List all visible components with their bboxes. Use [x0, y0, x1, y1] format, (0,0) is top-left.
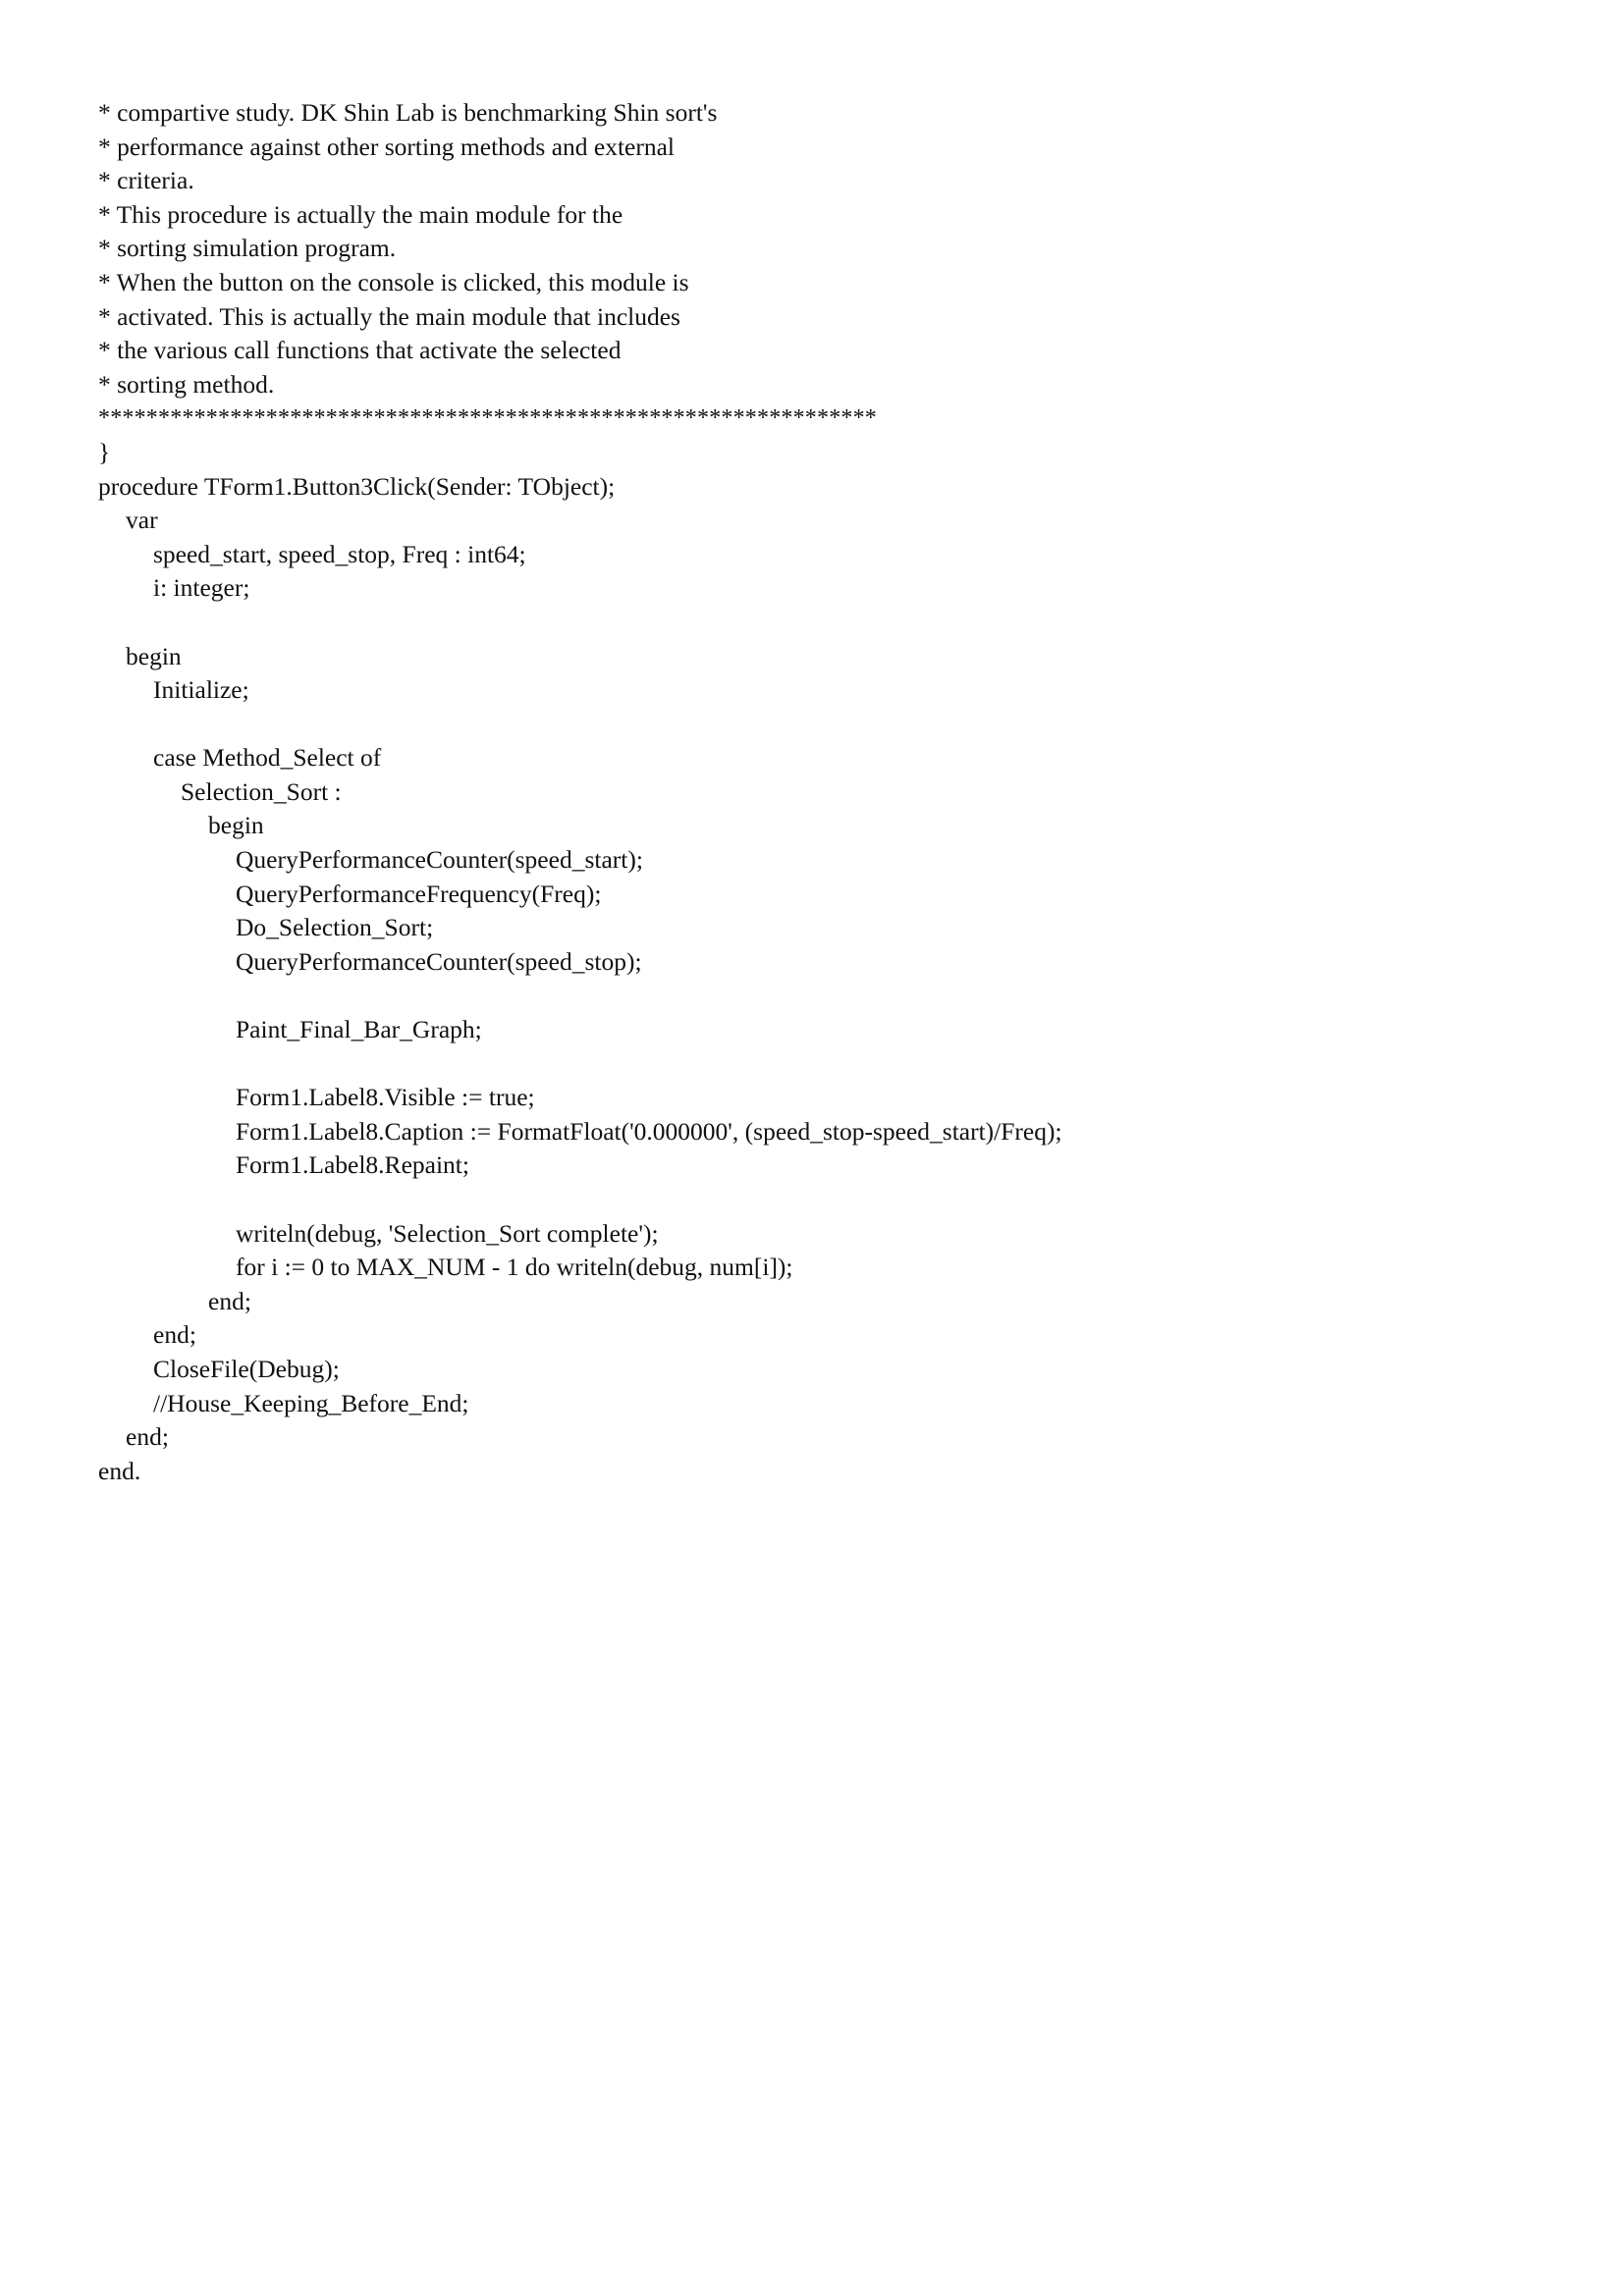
end-inner: end;: [208, 1286, 251, 1315]
code-statement: QueryPerformanceFrequency(Freq);: [236, 879, 602, 908]
code-statement: Form1.Label8.Visible := true;: [236, 1083, 535, 1112]
code-statement: Do_Selection_Sort;: [236, 913, 434, 942]
blank-line: [98, 606, 1062, 640]
comment-line: * sorting simulation program.: [98, 234, 397, 263]
code-statement: writeln(debug, 'Selection_Sort complete');: [236, 1218, 659, 1248]
comment-line: * the various call functions that activate the selected: [98, 336, 622, 365]
begin-inner: begin: [208, 811, 264, 840]
blank-line: [98, 979, 1062, 1013]
code-listing: [98, 96, 1062, 1488]
end-case: end;: [153, 1320, 196, 1350]
blank-line: [98, 1183, 1062, 1217]
initialize-call: Initialize;: [153, 675, 249, 705]
comment-line: * compartive study. DK Shin Lab is benchmarking Shin sort's: [98, 98, 718, 127]
code-statement: Form1.Label8.Repaint;: [236, 1150, 469, 1180]
code-statement: Paint_Final_Bar_Graph;: [236, 1015, 482, 1044]
code-statement: QueryPerformanceCounter(speed_start);: [236, 845, 643, 875]
blank-line: [98, 1047, 1062, 1082]
code-comment: //House_Keeping_Before_End;: [153, 1388, 469, 1417]
comment-star-divider: *****************************************************************: [98, 405, 877, 432]
code-statement: CloseFile(Debug);: [153, 1354, 340, 1383]
case-statement: case Method_Select of: [153, 743, 382, 773]
var-declaration: speed_start, speed_stop, Freq : int64;: [153, 539, 526, 568]
comment-line: * criteria.: [98, 166, 194, 195]
end-outer: end;: [126, 1422, 169, 1452]
var-keyword: var: [126, 506, 158, 535]
end-final: end.: [98, 1456, 141, 1485]
comment-line: * sorting method.: [98, 369, 275, 399]
code-statement: for i := 0 to MAX_NUM - 1 do writeln(debug, num[i]);: [236, 1253, 793, 1282]
comment-line: * performance against other sorting methods and external: [98, 132, 676, 161]
var-declaration: i: integer;: [153, 573, 250, 603]
comment-close-brace: }: [98, 437, 111, 466]
comment-line: * activated. This is actually the main module that includes: [98, 301, 680, 331]
begin-outer: begin: [126, 641, 182, 670]
case-label: Selection_Sort :: [181, 776, 342, 806]
code-statement: Form1.Label8.Caption := FormatFloat('0.000000', (speed_stop-speed_start)/Freq);: [236, 1116, 1062, 1146]
procedure-header: procedure TForm1.Button3Click(Sender: TObject);: [98, 471, 616, 501]
comment-line: * When the button on the console is clicked, this module is: [98, 267, 689, 296]
code-statement: QueryPerformanceCounter(speed_stop);: [236, 946, 642, 976]
comment-line: * This procedure is actually the main module for the: [98, 199, 623, 229]
blank-line: [98, 708, 1062, 742]
